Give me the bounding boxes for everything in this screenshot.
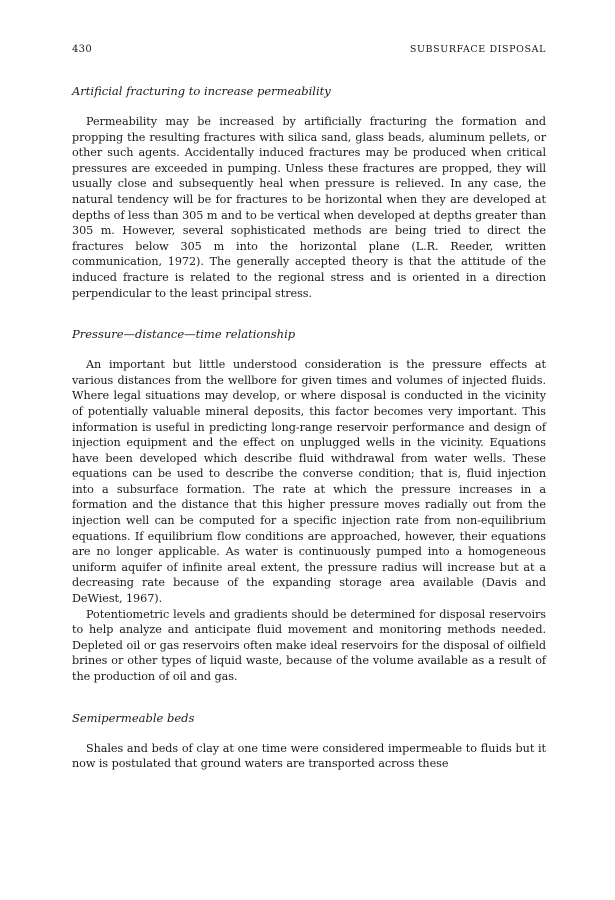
page [72, 44, 546, 772]
running-title: SUBSURFACE DISPOSAL [409, 44, 546, 55]
paragraph-semipermeable: Shales and beds of clay at one time were considered impermeable to fluids but it now is postulated that ground waters are transported across these [72, 741, 546, 771]
paragraph-fracturing: Permeability may be increased by artificially fracturing the formation and propping the resulting fractures with silica sand, glass beads, aluminum pellets, or other such agents. Accidentally induced fractures may be produced when critical pressures are exceeded in pumping. Unless these fractures are propped, they will usually close and subsequently heal when pressure is relieved. In any case, the natural tendency will be for fractures to be horizontal when they are developed at depths of less than 305 m and to be vertical when developed at depths greater than 305 m. However, several sophisticated methods are being tried to direct the fractures below 305 m into the horizontal plane (L.R. Reeder, written communication, 1972). The generally accepted theory is that the attitude of the induced fracture is related to the regional stress and is oriented in a direction perpendicular to the least principal stress. [72, 115, 546, 300]
paragraph-pressure-1: An important but little understood consideration is the pressure effects at various distances from the wellbore for given times and volumes of injected fluids. Where legal situations may develop, or where disposal is conducted in the vicinity of potentially valuable mineral deposits, this factor becomes very important. This information is useful in predicting long-range reservoir performance and design of injection equipment and the effect on unplugged wells in the vicinity. Equations have been developed which describe fluid withdrawal from water wells. These equations can be used to describe the converse condition; that is, fluid injection into a subsurface formation. The rate at which the pressure increases in a formation and the distance that this higher pressure moves radially out from the injection well can be computed for a specific injection rate from non-equilibrium equations. If equilibrium flow conditions are approached, however, their equations are no longer applicable. As water is continuously pumped into a homogeneous uniform aquifer of infinite areal extent, the pressure radius will increase but at a decreasing rate because of the expanding storage area available (Davis and DeWiest, 1967). [72, 358, 546, 606]
section-heading-semipermeable: Semipermeable beds [72, 710, 195, 725]
paragraph-pressure-2: Potentiometric levels and gradients should be determined for disposal reservoirs to help analyze and anticipate fluid movement and monitoring methods needed. Depleted oil or gas reservoirs often make ideal reservoirs for the disposal of oilfield brines or other types of liquid waste, because of the volume available as a result of the production of oil and gas. [72, 607, 546, 683]
page-number: 430 [72, 44, 92, 55]
section-heading-pressure: Pressure—distance—time relationship [72, 327, 296, 342]
section-heading-fracturing: Artificial fracturing to increase permeability [72, 84, 331, 98]
running-head [72, 44, 546, 60]
